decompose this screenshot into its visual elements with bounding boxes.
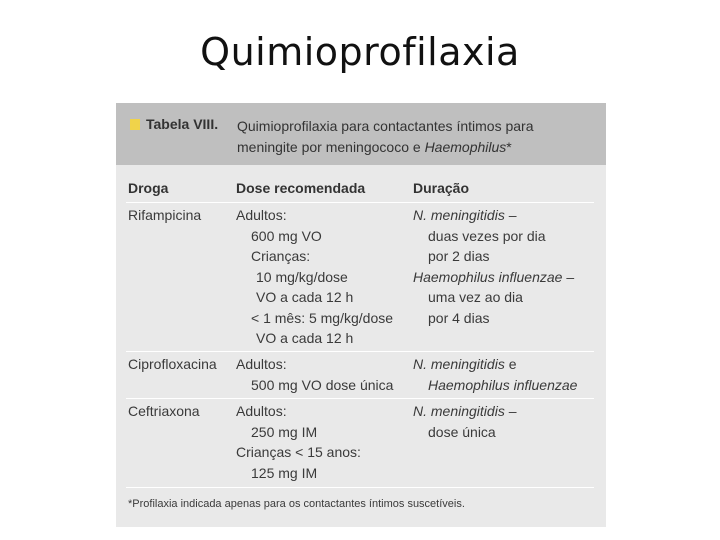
table-footnote: *Profilaxia indicada apenas para os contactantes íntimos suscetíveis. bbox=[128, 498, 465, 510]
table-header-band bbox=[116, 103, 606, 165]
duration-line: duas vezes por dia bbox=[428, 227, 546, 244]
duration-line bbox=[413, 267, 574, 288]
dose-line: VO a cada 12 h bbox=[256, 289, 354, 305]
row-divider bbox=[126, 351, 594, 352]
caption-plain: meningite por meningococo e bbox=[237, 139, 425, 155]
dose-line: 125 mg IM bbox=[251, 464, 318, 481]
dose-line: Crianças: bbox=[251, 248, 311, 264]
dose-line: Crianças < 15 anos: bbox=[236, 444, 361, 460]
organism-name: N. meningitidis bbox=[413, 207, 505, 223]
dose-line: Adultos: bbox=[236, 403, 287, 419]
organism-name: Haemophilus influenzae bbox=[413, 268, 563, 285]
duration-line bbox=[413, 354, 577, 375]
table-caption bbox=[237, 116, 597, 158]
row-1-duration bbox=[413, 205, 574, 328]
duration-text: e bbox=[504, 356, 517, 372]
duration-text: – bbox=[562, 268, 575, 285]
organism-name: N. meningitidis bbox=[413, 356, 505, 372]
table-caption-line-2 bbox=[237, 137, 597, 158]
caption-footnote-mark: * bbox=[506, 139, 512, 155]
row-1-dose bbox=[236, 205, 393, 349]
duration-line: Haemophilus influenzae bbox=[428, 376, 578, 393]
table-caption-line-1: Quimioprofilaxia para contactantes íntimos para bbox=[237, 118, 534, 134]
table-label: Tabela VIII. bbox=[146, 116, 219, 132]
row-3-drug: Ceftriaxona bbox=[128, 403, 200, 419]
row-2-drug: Ciprofloxacina bbox=[128, 356, 217, 372]
dose-line: 600 mg VO bbox=[251, 227, 322, 244]
row-divider bbox=[126, 398, 594, 399]
caption-italic: Haemophilus bbox=[424, 139, 507, 155]
row-3-dose bbox=[236, 401, 361, 483]
dose-line: Adultos: bbox=[236, 207, 287, 223]
footer-divider bbox=[126, 487, 594, 488]
dose-line: 10 mg/kg/dose bbox=[256, 268, 348, 285]
column-header-duration: Duração bbox=[413, 180, 470, 196]
dose-line: < 1 mês: 5 mg/kg/dose bbox=[251, 309, 394, 326]
organism-name: N. meningitidis bbox=[413, 403, 505, 419]
duration-line bbox=[413, 401, 517, 422]
table-panel bbox=[116, 103, 606, 527]
duration-text: – bbox=[504, 207, 517, 223]
duration-line: dose única bbox=[428, 423, 496, 440]
column-header-dose: Dose recomendada bbox=[236, 180, 366, 196]
row-2-duration bbox=[413, 354, 577, 395]
duration-line: por 4 dias bbox=[428, 309, 490, 326]
dose-line: VO a cada 12 h bbox=[256, 330, 354, 346]
row-1-drug: Rifampicina bbox=[128, 207, 202, 223]
dose-line: Adultos: bbox=[236, 356, 287, 372]
duration-line: por 2 dias bbox=[428, 248, 490, 264]
row-3-duration bbox=[413, 401, 517, 442]
header-divider bbox=[126, 202, 594, 203]
table-marker-square bbox=[130, 119, 140, 130]
duration-text: – bbox=[504, 403, 517, 419]
duration-line bbox=[413, 205, 574, 226]
duration-line: uma vez ao dia bbox=[428, 289, 523, 305]
dose-line: 250 mg IM bbox=[251, 423, 318, 440]
row-2-dose bbox=[236, 354, 393, 395]
column-header-drug: Droga bbox=[128, 180, 169, 196]
dose-line: 500 mg VO dose única bbox=[251, 376, 394, 393]
slide-title: Quimioprofilaxia bbox=[200, 30, 520, 74]
